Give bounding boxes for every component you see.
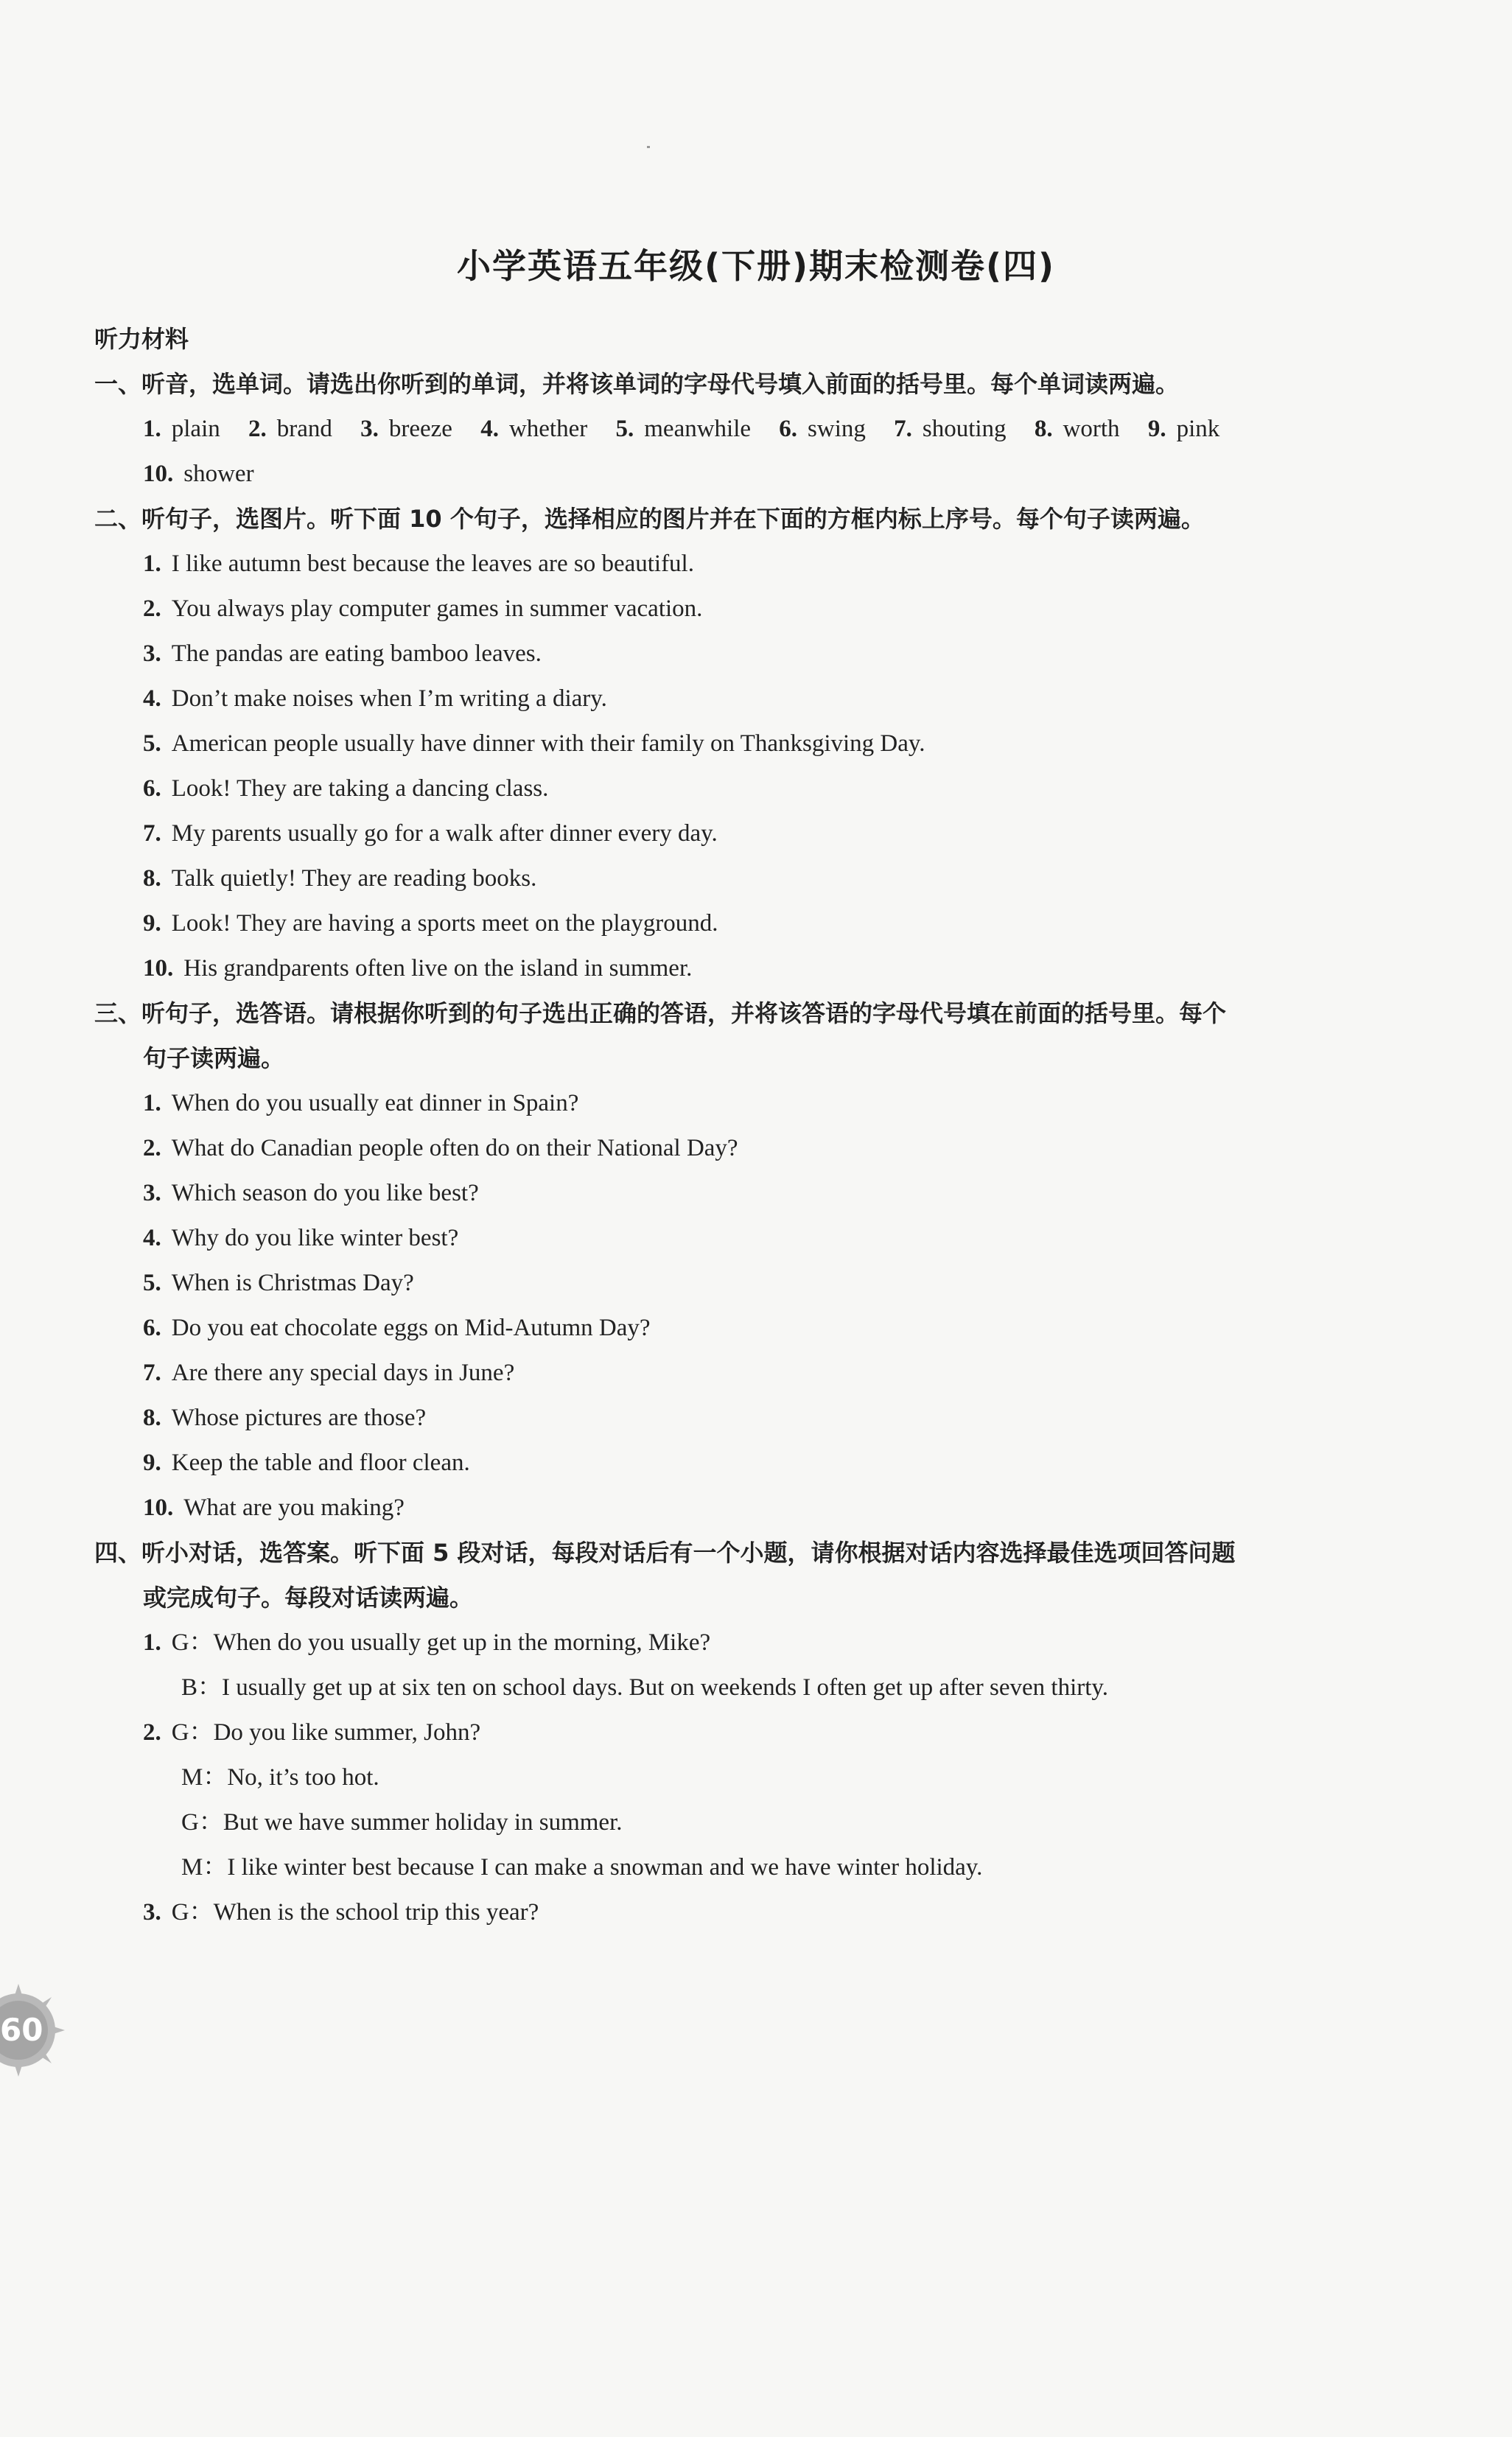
item-number: 7. (143, 1360, 161, 1386)
list-item (94, 676, 1421, 721)
item-text: When do you usually eat dinner in Spain? (171, 1090, 579, 1116)
item-number: 5. (143, 730, 161, 757)
item-text: Do you eat chocolate eggs on Mid-Autumn Day? (171, 1315, 651, 1341)
word-number: 10. (143, 461, 174, 487)
word: shouting (922, 416, 1007, 442)
word: brand (276, 416, 332, 442)
list-item (94, 766, 1421, 811)
word: swing (808, 416, 866, 442)
item-number: 4. (143, 1225, 161, 1251)
item-number: 2. (143, 595, 161, 622)
word-number: 9. (1147, 416, 1166, 442)
dialogue-line (94, 1890, 1421, 1935)
word-number: 6. (779, 416, 798, 442)
word: plain (171, 416, 220, 442)
item-number: 3. (143, 1899, 161, 1926)
item-text: Look! They are taking a dancing class. (171, 775, 549, 802)
item-text: Keep the table and floor clean. (171, 1450, 470, 1476)
list-item (94, 856, 1421, 901)
section-label: 听力材料 (94, 325, 189, 353)
list-item (94, 1081, 1421, 1126)
list-item (94, 632, 1421, 676)
list-item (94, 1261, 1421, 1306)
scan-speck (647, 146, 650, 148)
item-text: I like autumn best because the leaves are so beautiful. (171, 550, 694, 577)
item-number: 9. (143, 1450, 161, 1476)
list-item (94, 1396, 1421, 1441)
dialogue-text: G：When do you usually get up in the morning, Mike? (171, 1629, 711, 1656)
word-number: 5. (615, 416, 634, 442)
item-number: 2. (143, 1719, 161, 1746)
list-item (94, 587, 1421, 632)
item-number: 3. (143, 1180, 161, 1206)
word-number: 4. (480, 416, 499, 442)
item-number: 10. (143, 955, 174, 982)
item-text: You always play computer games in summer vacation. (171, 595, 703, 622)
dialogue-text: G：Do you like summer, John? (171, 1719, 481, 1746)
list-item (94, 1306, 1421, 1351)
word: meanwhile (644, 416, 752, 442)
item-number: 6. (143, 775, 161, 802)
dialogue-line (94, 1710, 1421, 1755)
list-item (94, 542, 1421, 587)
item-text: What are you making? (183, 1494, 405, 1521)
part1-heading: 一、听音，选单词。请选出你听到的单词，并将该单词的字母代号填入前面的括号里。每个单词读两遍。 (94, 370, 1180, 398)
part2-heading: 二、听句子，选图片。听下面 10 个句子，选择相应的图片并在下面的方框内标上序号。每个句子读两遍。 (94, 505, 1205, 533)
item-number: 3. (143, 640, 161, 667)
item-text: The pandas are eating bamboo leaves. (171, 640, 542, 667)
item-text: His grandparents often live on the island in summer. (183, 955, 693, 982)
listening-material (94, 317, 1421, 1935)
item-text: Are there any special days in June? (171, 1360, 515, 1386)
word: pink (1176, 416, 1220, 442)
item-number: 10. (143, 1494, 174, 1521)
word: whether (508, 416, 588, 442)
part3-heading: 三、听句子，选答语。请根据你听到的句子选出正确的答语，并将该答语的字母代号填在前面的括号里。每个 (94, 999, 1227, 1027)
list-item (94, 1216, 1421, 1261)
part4-heading-cont: 或完成句子。每段对话读两遍。 (143, 1584, 474, 1612)
item-text: Why do you like winter best? (171, 1225, 459, 1251)
word-number: 8. (1034, 416, 1053, 442)
item-number: 6. (143, 1315, 161, 1341)
item-text: Don’t make noises when I’m writing a diary. (171, 685, 607, 712)
list-item (94, 1171, 1421, 1216)
list-item (94, 901, 1421, 946)
word: shower (183, 461, 254, 487)
item-text: American people usually have dinner with their family on Thanksgiving Day. (171, 730, 925, 757)
list-item (94, 811, 1421, 856)
word-number: 1. (143, 416, 161, 442)
list-item (94, 946, 1421, 991)
page-number: 60 (0, 2012, 43, 2048)
item-number: 5. (143, 1270, 161, 1296)
dialogue-line: M：I like winter best because I can make a snowman and we have winter holiday. (181, 1854, 983, 1881)
item-number: 1. (143, 1629, 161, 1656)
item-number: 8. (143, 865, 161, 892)
item-number: 1. (143, 550, 161, 577)
item-number: 9. (143, 910, 161, 937)
list-item (94, 1486, 1421, 1531)
item-number: 1. (143, 1090, 161, 1116)
word: worth (1063, 416, 1120, 442)
item-number: 4. (143, 685, 161, 712)
word-number: 3. (360, 416, 379, 442)
word-number: 2. (248, 416, 267, 442)
dialogue-line: G：But we have summer holiday in summer. (181, 1809, 623, 1836)
word: breeze (388, 416, 452, 442)
list-item (94, 1441, 1421, 1486)
part3-heading-cont: 句子读两遍。 (143, 1044, 285, 1072)
dialogue-text: G：When is the school trip this year? (171, 1899, 539, 1926)
item-number: 2. (143, 1135, 161, 1161)
list-item (94, 1351, 1421, 1396)
word-number: 7. (894, 416, 912, 442)
part1-words-row2 (94, 452, 1421, 497)
item-text: My parents usually go for a walk after dinner every day. (171, 820, 718, 847)
dialogue-line: B：I usually get up at six ten on school days. But on weekends I often get up after seven thirty. (181, 1674, 1109, 1701)
item-text: Which season do you like best? (171, 1180, 479, 1206)
page-title: 小学英语五年级(下册)期末检测卷(四) (456, 246, 1056, 286)
item-text: Look! They are having a sports meet on the playground. (171, 910, 718, 937)
dialogue-line (94, 1620, 1421, 1665)
item-text: What do Canadian people often do on their National Day? (171, 1135, 738, 1161)
part1-words-row1 (94, 407, 1421, 452)
item-text: When is Christmas Day? (171, 1270, 414, 1296)
item-number: 7. (143, 820, 161, 847)
list-item (94, 1126, 1421, 1171)
item-text: Whose pictures are those? (171, 1405, 427, 1431)
dialogue-line: M：No, it’s too hot. (181, 1764, 379, 1791)
item-number: 8. (143, 1405, 161, 1431)
part4-heading: 四、听小对话，选答案。听下面 5 段对话，每段对话后有一个小题，请你根据对话内容选择最佳选项回答问题 (94, 1539, 1236, 1567)
list-item (94, 721, 1421, 766)
item-text: Talk quietly! They are reading books. (171, 865, 537, 892)
